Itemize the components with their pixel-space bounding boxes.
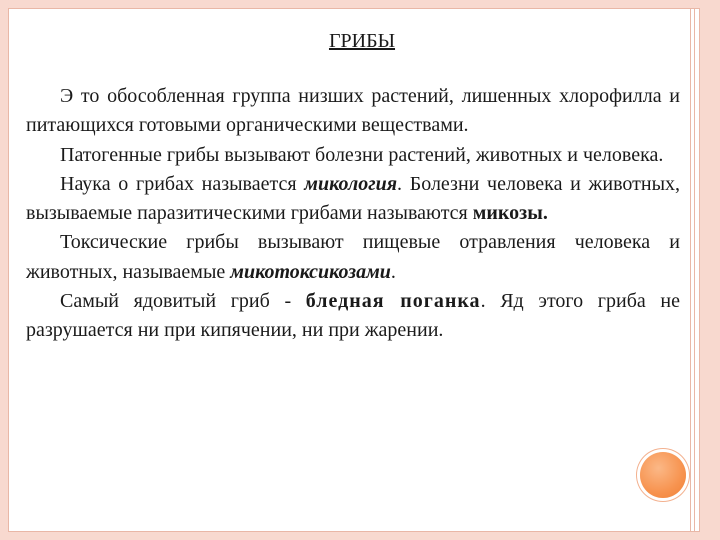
frame-decor-line <box>694 8 695 532</box>
slide-title <box>0 30 720 53</box>
paragraph-poisonous <box>26 287 680 346</box>
paragraph-science <box>26 170 680 229</box>
paragraph-text: Э то обособленная группа низших растений, лишенных хлорофилла и питающихся готовыми органическими веществами. <box>26 85 680 137</box>
decorative-circle-icon <box>640 452 686 498</box>
term-mycology: микология <box>304 172 398 195</box>
paragraph-definition <box>26 82 680 141</box>
paragraph-text: Самый ядовитый гриб - <box>60 290 306 313</box>
slide-title-text: ГРИБЫ <box>328 30 396 52</box>
term-death-cap: бледная поганка <box>305 290 481 313</box>
term-mycotoxicoses: микотоксикозами <box>230 260 391 283</box>
paragraph-punct: . <box>542 202 548 225</box>
term-mycoses: микозы <box>472 202 543 225</box>
slide-body <box>26 82 680 346</box>
frame-decor-line <box>690 8 691 532</box>
paragraph-text: Токсические грибы вызывают пищевые отравления человека и животных, называемые <box>26 231 680 283</box>
paragraph-pathogenic <box>26 141 680 170</box>
paragraph-text: Патогенные грибы вызывают болезни растений, животных и человека. <box>60 143 664 166</box>
paragraph-text: Наука о грибах называется <box>60 172 305 195</box>
paragraph-toxic <box>26 228 680 287</box>
paragraph-text: . Болезни человека и животных, вызываемые паразитическими грибами называются <box>26 172 680 225</box>
paragraph-text: . Яд этого гриба не разрушается ни при кипячении, ни при жарении. <box>26 290 680 342</box>
paragraph-punct: . <box>390 260 396 283</box>
